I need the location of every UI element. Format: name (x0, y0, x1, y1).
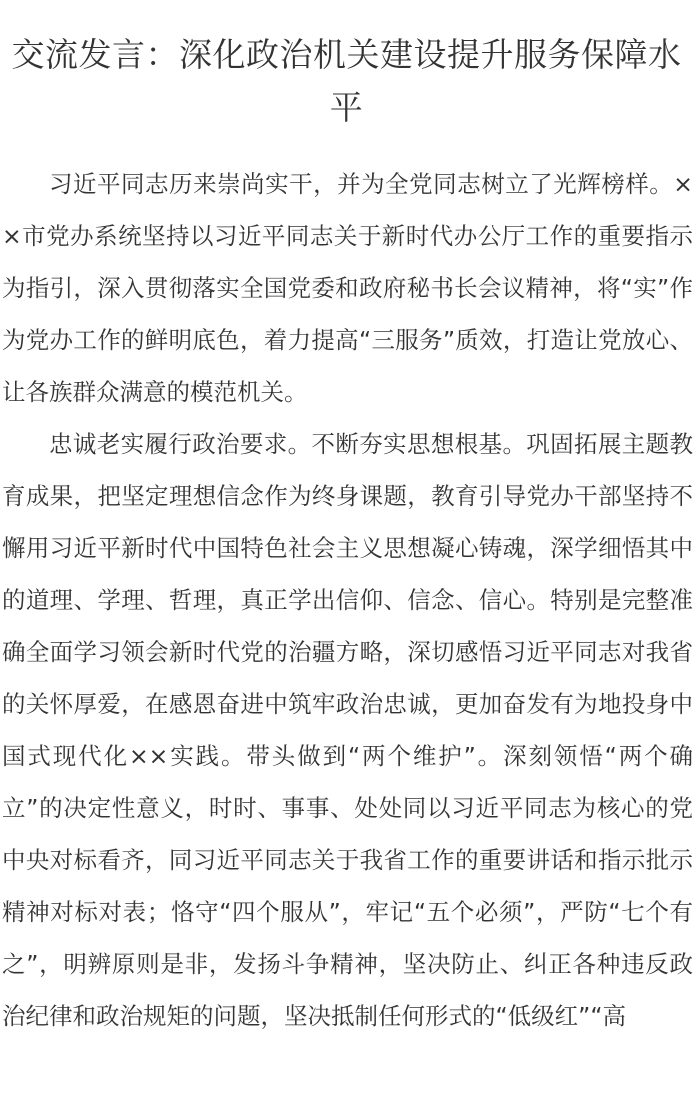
article-paragraph: 忠诚老实履行政治要求。不断夯实思想根基。巩固拓展主题教育成果，把坚定理想信念作为终身课题，教育引导党办干部坚持不懈用习近平新时代中国特色社会主义思想凝心铸魂，深学细悟其中的道理、学理、哲理，真正学出信仰、信念、信心。特别是完整准确全面学习领会新时代党的治疆方略，深切感悟习近平同志对我省的关怀厚爱，在感恩奋进中筑牢政治忠诚，更加奋发有为地投身中国式现代化××实践。带头做到“两个维护”。深刻领悟“两个确立”的决定性意义，时时、事事、处处同以习近平同志为核心的党中央对标看齐，同习近平同志关于我省工作的重要讲话和指示批示精神对标对表；恪守“四个服从”，牢记“五个必须”，严防“七个有之”，明辨原则是非，发扬斗争精神，坚决防止、纠正各种违反政治纪律和政治规矩的问题，坚决抵制任何形式的“低级红”“高 (2, 430, 693, 1030)
article-title: 交流发言：深化政治机关建设提升服务保障水平 (11, 35, 682, 127)
article-paragraph: 习近平同志历来崇尚实干，并为全党同志树立了光辉榜样。××市党办系统坚持以习近平同志关于新时代办公厅工作的重要指示为指引，深入贯彻落实全国党委和政府秘书长会议精神，将“实”作为党办工作的鲜明底色，着力提高“三服务”质效，打造让党放心、让各族群众满意的模范机关。 (2, 170, 693, 406)
article-body (0, 158, 693, 1042)
